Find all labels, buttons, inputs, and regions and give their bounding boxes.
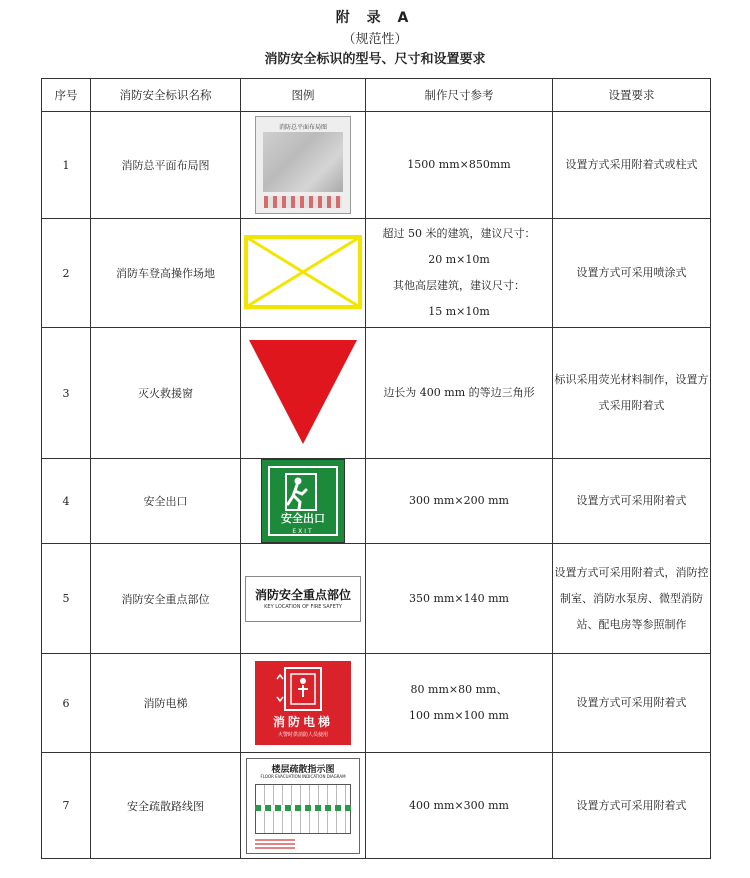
row-number: 1 (42, 112, 91, 219)
sign-name: 安全疏散路线图 (91, 753, 241, 859)
table-row (42, 654, 711, 753)
row-number: 4 (42, 459, 91, 544)
fire-elevator-sign-cn: 消防电梯 (272, 715, 333, 729)
key-location-sign-cn: 消防安全重点部位 (254, 587, 351, 602)
requirement-cell: 设置方式可采用附着式，消防控制室、消防水泵房、微型消防站、配电房等参照制作 (553, 544, 711, 654)
size-line: 350 mm×140 mm (409, 591, 509, 605)
legend-cell (241, 459, 366, 544)
yellow-cross-box-icon (244, 235, 362, 309)
sign-name: 消防安全重点部位 (91, 544, 241, 654)
legend-cell (241, 112, 366, 219)
col-header-size: 制作尺寸参考 (366, 79, 553, 112)
key-location-sign-en: KEY LOCATION OF FIRE SAFETY (264, 603, 342, 610)
key-location-sign-image (245, 576, 361, 622)
site-plan-legend (264, 196, 342, 208)
elevator-icon (255, 665, 351, 715)
table-header-row (42, 79, 711, 112)
evacuation-map-subtitle: FLOOR EVACUATION INDICATION DIAGRAM (260, 773, 346, 779)
size-line: 其他高层建筑，建议尺寸： (393, 279, 525, 292)
evacuation-map-title: 楼层疏散指示图 (271, 764, 335, 775)
legend-cell (241, 654, 366, 753)
row-number: 3 (42, 328, 91, 459)
size-cell (366, 753, 553, 859)
size-line: 1500 mm×850mm (407, 158, 511, 171)
exit-sign-image (262, 460, 344, 542)
appendix-heading: 附 录 A (335, 10, 415, 26)
requirement-cell: 设置方式可采用喷涂式 (553, 219, 711, 328)
fire-elevator-sign-image (255, 661, 351, 745)
table-row (42, 112, 711, 219)
sign-name: 消防总平面布局图 (91, 112, 241, 219)
sign-name: 消防电梯 (91, 654, 241, 753)
table-row (42, 753, 711, 859)
size-cell (366, 459, 553, 544)
requirement-cell: 设置方式可采用附着式 (553, 459, 711, 544)
row-number: 6 (42, 654, 91, 753)
table-row (42, 459, 711, 544)
size-cell (366, 654, 553, 753)
site-plan-sign-title: 消防总平面布局图 (278, 124, 327, 131)
legend-cell (241, 544, 366, 654)
legend-cell (241, 219, 366, 328)
size-line: 400 mm×300 mm (409, 798, 509, 812)
fire-elevator-sign-note: 火警时供消防人员使用 (277, 732, 328, 738)
table-row (42, 328, 711, 459)
legend-cell (241, 328, 366, 459)
row-number: 7 (42, 753, 91, 859)
site-plan-map (263, 132, 343, 192)
exit-sign-en: EXIT (292, 528, 314, 535)
page-title: 消防安全标识的型号、尺寸和设置要求 (264, 52, 486, 67)
size-line: 边长为 400 mm 的等边三角形 (383, 386, 535, 399)
size-line: 80 mm×80 mm、 (410, 683, 508, 696)
row-number: 5 (42, 544, 91, 654)
row-number: 2 (42, 219, 91, 328)
evacuation-map-sign-image (246, 758, 360, 854)
col-header-legend: 图例 (241, 79, 366, 112)
requirement-cell: 设置方式可采用附着式 (553, 654, 711, 753)
requirement-cell: 标识采用荧光材料制作，设置方式采用附着式 (553, 328, 711, 459)
size-line: 15 m×10m (428, 305, 490, 318)
size-cell (366, 328, 553, 459)
requirement-cell: 设置方式采用附着式或柱式 (553, 112, 711, 219)
sign-name: 消防车登高操作场地 (91, 219, 241, 328)
legend-cell (241, 753, 366, 859)
col-header-name: 消防安全标识名称 (91, 79, 241, 112)
exit-sign-cn: 安全出口 (281, 512, 325, 525)
size-cell (366, 219, 553, 328)
evacuation-legend (255, 837, 295, 849)
sign-name: 安全出口 (91, 459, 241, 544)
col-header-no: 序号 (42, 79, 91, 112)
evacuation-route (255, 805, 351, 811)
site-plan-sign-image (255, 116, 351, 214)
size-line: 20 m×10m (428, 253, 490, 266)
size-cell (366, 544, 553, 654)
normative-label: （规范性） (342, 32, 408, 47)
red-triangle-icon (247, 338, 359, 446)
requirement-cell: 设置方式可采用附着式 (553, 753, 711, 859)
table-row (42, 219, 711, 328)
table-row (42, 544, 711, 654)
size-line: 300 mm×200 mm (409, 494, 509, 507)
size-line: 100 mm×100 mm (409, 709, 509, 722)
sign-spec-table (41, 78, 711, 859)
size-cell (366, 112, 553, 219)
sign-name: 灭火救援窗 (91, 328, 241, 459)
col-header-requirement: 设置要求 (553, 79, 711, 112)
size-line: 超过 50 米的建筑，建议尺寸： (382, 227, 536, 240)
